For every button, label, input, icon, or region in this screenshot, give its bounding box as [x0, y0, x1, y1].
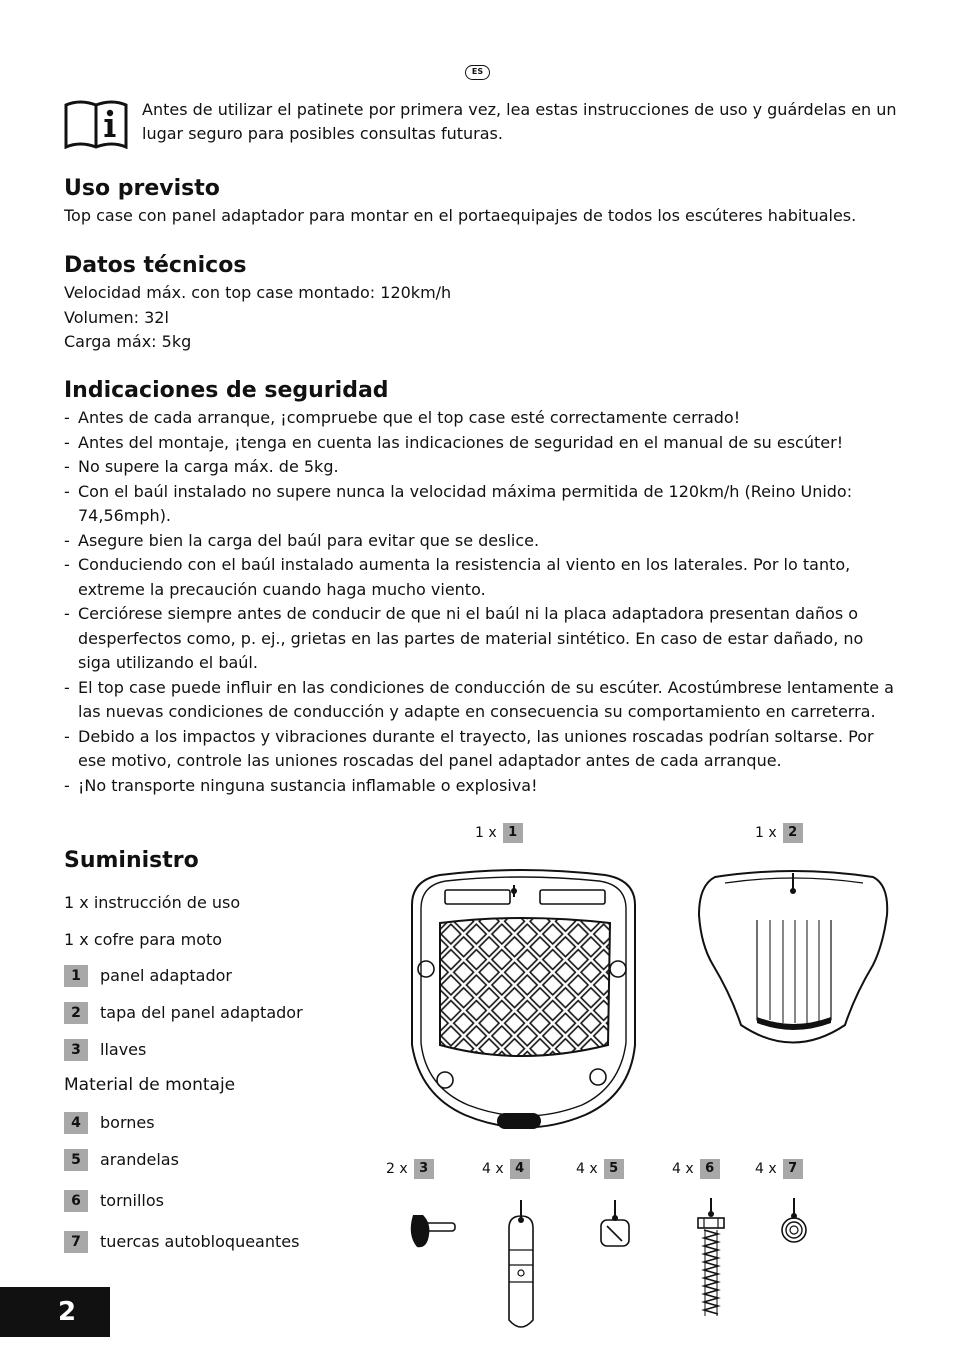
part-qty-label: 1 x 1: [475, 823, 523, 843]
list-item: - El top case puede influir en las condiciones de conducción de su escúter. Acostúmbrese lentamente a las nuevas condiciones de conducción y adapte en consecuencia su comportamiento en carreterra.: [64, 677, 894, 721]
seguridad-list: [64, 406, 894, 798]
suministro-plain-2: 1 x cofre para moto: [64, 930, 223, 949]
part-label: tuercas autobloqueantes: [100, 1232, 300, 1251]
list-item: [64, 1039, 146, 1061]
section-title-seguridad: Indicaciones de seguridad: [64, 378, 389, 403]
list-item: [64, 1231, 299, 1253]
list-item: [64, 1190, 164, 1212]
part-label: arandelas: [100, 1150, 179, 1169]
part-number-badge: 4: [510, 1159, 530, 1179]
part-number-badge: 6: [64, 1190, 88, 1212]
mounting-title: Material de montaje: [64, 1075, 236, 1095]
page-number: 2: [0, 1287, 110, 1337]
part-number-badge: 4: [64, 1112, 88, 1134]
list-item: [64, 1002, 303, 1024]
part-number-badge: 2: [64, 1002, 88, 1024]
part-number-badge: 5: [604, 1159, 624, 1179]
key-icon: [405, 1205, 465, 1255]
list-item: - Antes de cada arranque, ¡compruebe que el top case esté correctamente cerrado!: [64, 408, 741, 427]
part-number-badge: 3: [64, 1039, 88, 1061]
section-title-suministro: Suministro: [64, 848, 199, 873]
list-item: - Cerciórese siempre antes de conducir de que ni el baúl ni la placa adaptadora presentan daños o desperfectos como, p. ej., grietas en las partes de material sintético. En caso de estar dañado, no siga utilizando el baúl.: [64, 604, 864, 672]
language-badge: ES: [465, 65, 490, 80]
suministro-plain-1: 1 x instrucción de uso: [64, 893, 241, 912]
part-qty-label: 2 x 3: [386, 1159, 434, 1179]
list-item: - Antes del montaje, ¡tenga en cuenta las indicaciones de seguridad en el manual de su escúter!: [64, 432, 844, 452]
clamp-icon: [505, 1190, 537, 1335]
part-label: bornes: [100, 1113, 155, 1132]
part-qty-label: 1 x 2: [755, 823, 803, 843]
part-label: tornillos: [100, 1191, 164, 1210]
part-number-badge: 5: [64, 1149, 88, 1171]
part-label: llaves: [100, 1040, 147, 1059]
list-item: [64, 1112, 155, 1134]
list-item: - Conduciendo con el baúl instalado aumenta la resistencia al viento en los laterales. Por lo tanto, extreme la precaución cuando haga mucho viento.: [64, 555, 851, 599]
list-item: [64, 965, 232, 987]
datos-line: Velocidad máx. con top case montado: 120km/h: [64, 283, 452, 302]
part-qty-label: 4 x 7: [755, 1159, 803, 1179]
part-number-badge: 3: [414, 1159, 434, 1179]
list-item: - Asegure bien la carga del baúl para evitar que se deslice.: [64, 530, 540, 550]
list-item: [64, 1149, 179, 1171]
datos-line: Volumen: 32l: [64, 307, 169, 327]
datos-line: Carga máx: 5kg: [64, 332, 192, 351]
intro-text: Antes de utilizar el patinete por primera vez, lea estas instrucciones de uso y guárdelas en un lugar seguro para posibles consultas futuras.: [142, 100, 897, 143]
part-label: tapa del panel adaptador: [100, 1003, 303, 1022]
part-number-badge: 7: [64, 1231, 88, 1253]
part-number-badge: 1: [64, 965, 88, 987]
datos-tecnicos-list: [64, 281, 904, 355]
part-qty-label: 4 x 5: [576, 1159, 624, 1179]
part-number-badge: 2: [783, 823, 803, 843]
adapter-cover-illustration: [695, 845, 895, 1060]
section-title-datos-tecnicos: Datos técnicos: [64, 253, 247, 278]
section-title-uso-previsto: Uso previsto: [64, 176, 220, 201]
part-number-badge: 1: [503, 823, 523, 843]
list-item: - Debido a los impactos y vibraciones durante el trayecto, las uniones roscadas podrían soltarse. Por ese motivo, controle las uniones roscadas del panel adaptador antes de cada arranque.: [64, 726, 874, 770]
lock-nut-icon: [778, 1190, 810, 1246]
washer-icon: [598, 1190, 632, 1250]
part-number-badge: 7: [783, 1159, 803, 1179]
list-item: - No supere la carga máx. de 5kg.: [64, 457, 339, 476]
part-label: panel adaptador: [100, 966, 232, 985]
part-number-badge: 6: [700, 1159, 720, 1179]
adapter-panel-illustration: [400, 845, 650, 1140]
list-item: - ¡No transporte ninguna sustancia inflamable o explosiva!: [64, 775, 538, 795]
part-qty-label: 4 x 4: [482, 1159, 530, 1179]
list-item: - Con el baúl instalado no supere nunca la velocidad máxima permitida de 120km/h (Reino Unido: 74,56mph).: [64, 481, 853, 525]
screw-icon: [692, 1190, 730, 1325]
uso-previsto-text: Top case con panel adaptador para montar en el portaequipajes de todos los escúteres habituales.: [64, 206, 857, 225]
book-info-icon: [64, 97, 128, 149]
part-qty-label: 4 x 6: [672, 1159, 720, 1179]
